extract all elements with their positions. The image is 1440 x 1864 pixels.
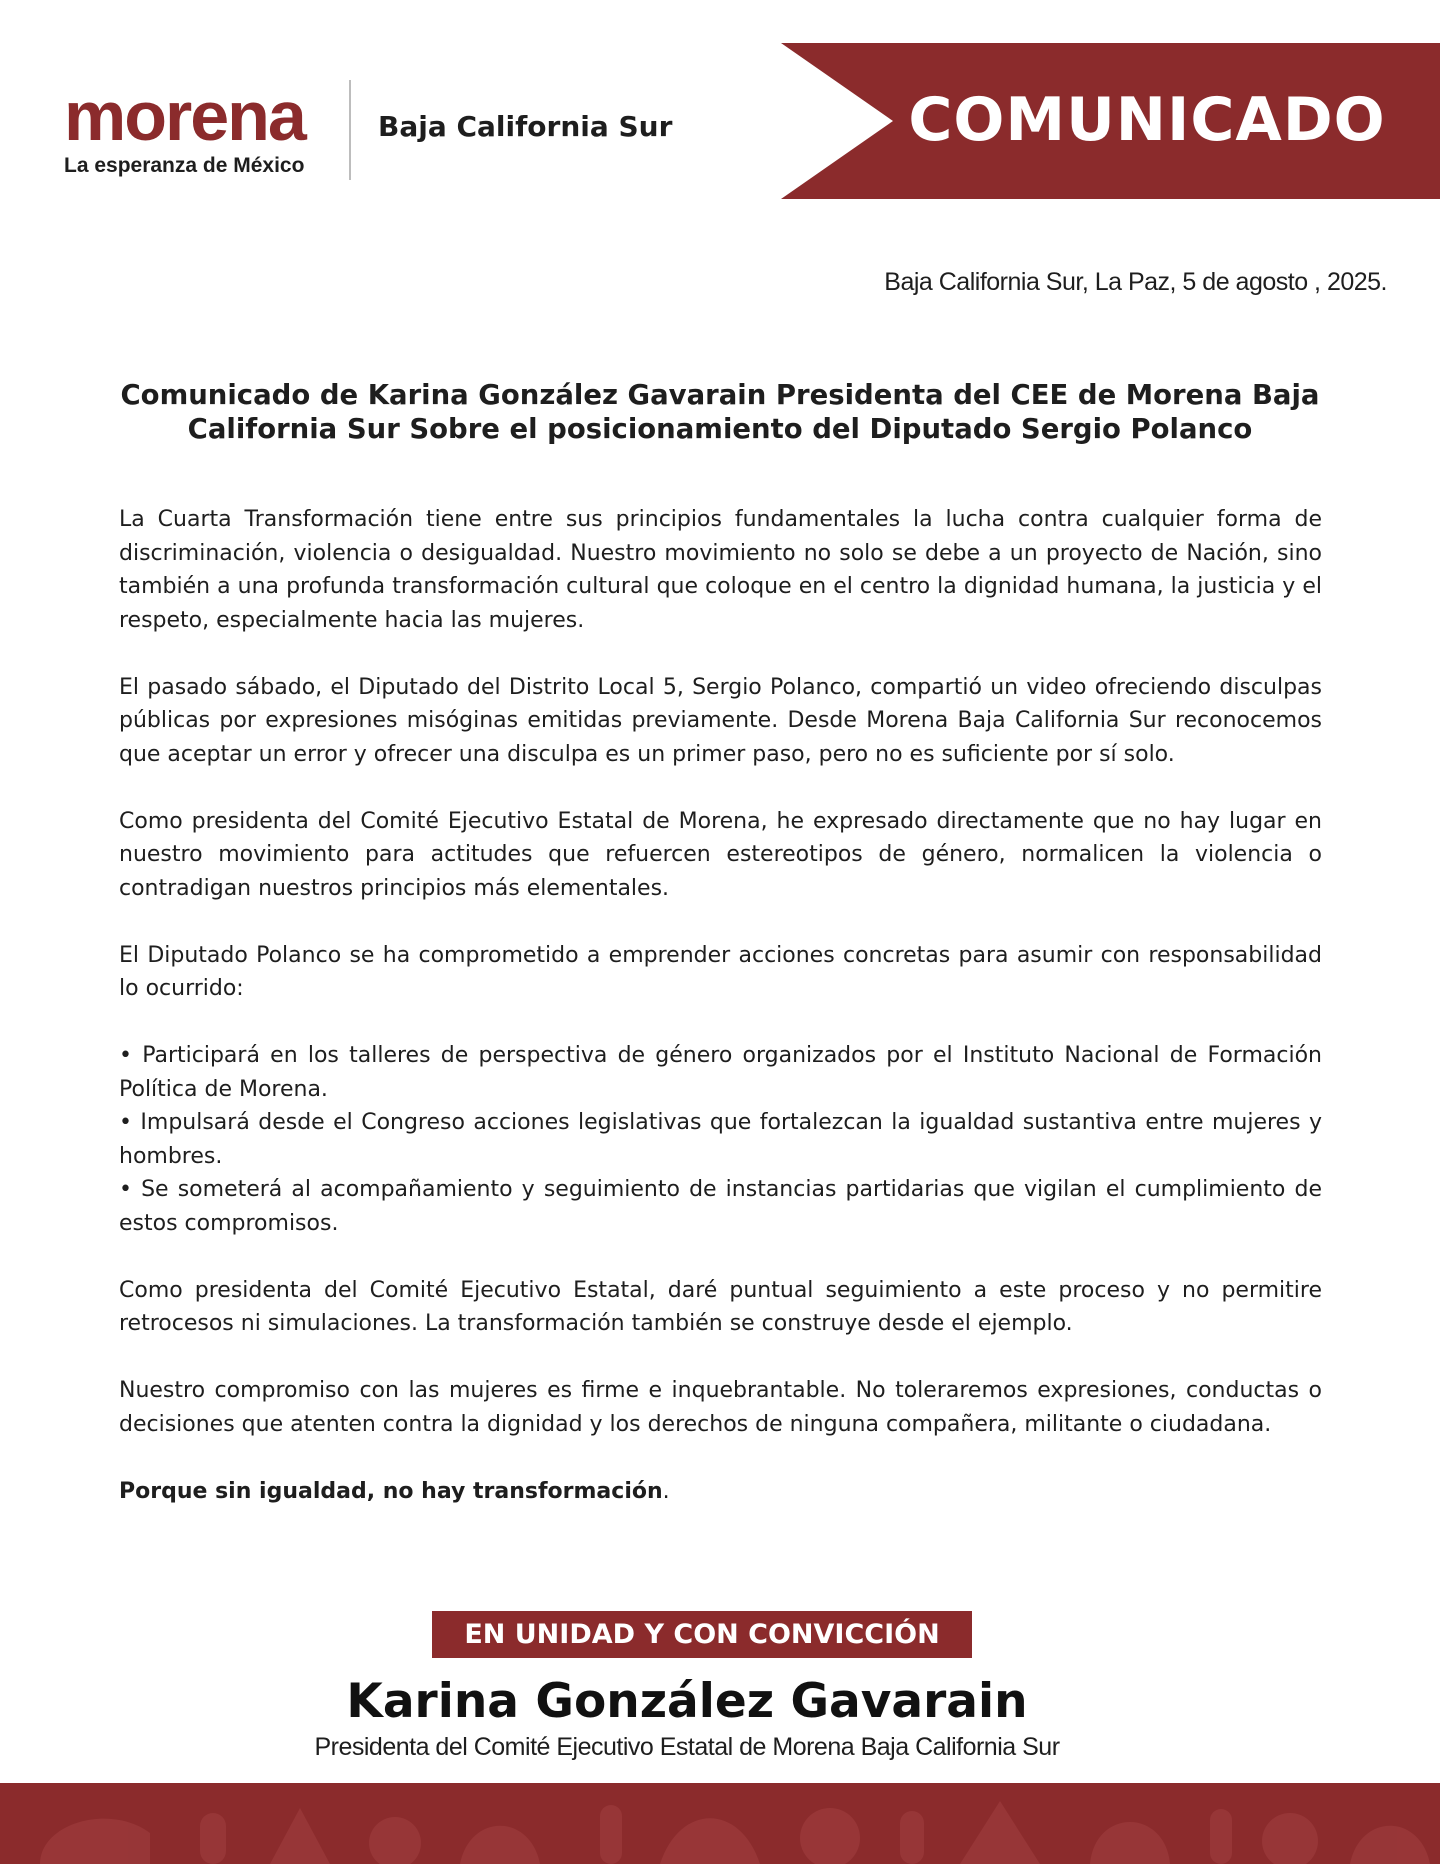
body-paragraph: El Diputado Polanco se ha comprometido a emprender acciones concretas para asumir con responsabilidad lo ocurrido: [119,942,1322,1001]
list-item: • Impulsará desde el Congreso acciones legislativas que fortalezcan la igualdad sustantiva entre mujeres y hombres. [119,1110,1322,1169]
signer-name: Karina González Gavarain [346,1674,1028,1729]
commitments-list [119,1039,1322,1240]
list-item: • Participará en los talleres de perspectiva de género organizados por el Instituto Nacional de Formación Política de Morena. [119,1043,1322,1102]
signer-role: Presidenta del Comité Ejecutivo Estatal de Morena Baja California Sur [314,1733,1060,1761]
body-paragraph: Como presidenta del Comité Ejecutivo Estatal de Morena, he expresado directamente que no hay lugar en nuestro movimiento para actitudes que refuercen estereotipos de género, normalicen la violencia o contradigan nuestros principios más elementales. [119,808,1322,901]
region-name: Baja California Sur [378,110,673,143]
body-paragraph: La Cuarta Transformación tiene entre sus principios fundamentales la lucha contra cualquier forma de discriminación, violencia o desigualdad. Nuestro movimiento no solo se debe a un proyecto de Nación, sino también a una profunda transformación cultural que coloque en el centro la dignidad humana, la justicia y el respeto, especialmente hacia las mujeres. [119,507,1322,633]
footer-pattern [0,1783,1440,1864]
dateline: Baja California Sur, La Paz, 5 de agosto , 2025. [884,268,1387,296]
closing-statement [119,1475,1322,1509]
banner-label: COMUNICADO [908,85,1386,155]
body-paragraph: Nuestro compromiso con las mujeres es firme e inquebrantable. No toleraremos expresiones, conductas o decisiones que atenten contra la dignidad y los derechos de ninguna compañera, militante o ciudadana. [119,1378,1322,1437]
logo-wordmark: morena [64,77,305,155]
document-title: Comunicado de Karina González Gavarain Presidenta del CEE de Morena Baja California Sur Sobre el posicionamiento del Diputado Sergio Polanco [120,379,1320,445]
header-divider [349,80,351,180]
list-item: • Se someterá al acompañamiento y seguimiento de instancias partidarias que vigilan el cumplimiento de estos compromisos. [119,1177,1322,1236]
comunicado-banner [781,43,1440,199]
body-paragraph: El pasado sábado, el Diputado del Distrito Local 5, Sergio Polanco, compartió un video ofreciendo disculpas públicas por expresiones misóginas emitidas previamente. Desde Morena Baja California Sur reconocemos que aceptar un error y ofrecer una disculpa es un primer paso, pero no es suficiente por sí solo. [119,674,1322,767]
body-paragraph: Como presidenta del Comité Ejecutivo Estatal, daré puntual seguimiento a este proceso y no permitire retrocesos ni simulaciones. La transformación también se construye desde el ejemplo. [119,1277,1322,1336]
document-body [119,503,1322,1508]
morena-logo [64,77,334,178]
footer-band [0,1783,1440,1864]
logo-tagline: La esperanza de México [64,154,305,177]
motto-banner: EN UNIDAD Y CON CONVICCIÓN [432,1611,972,1658]
closing-text: Porque sin igualdad, no hay transformación [119,1478,663,1504]
closing-period: . [662,1478,670,1504]
